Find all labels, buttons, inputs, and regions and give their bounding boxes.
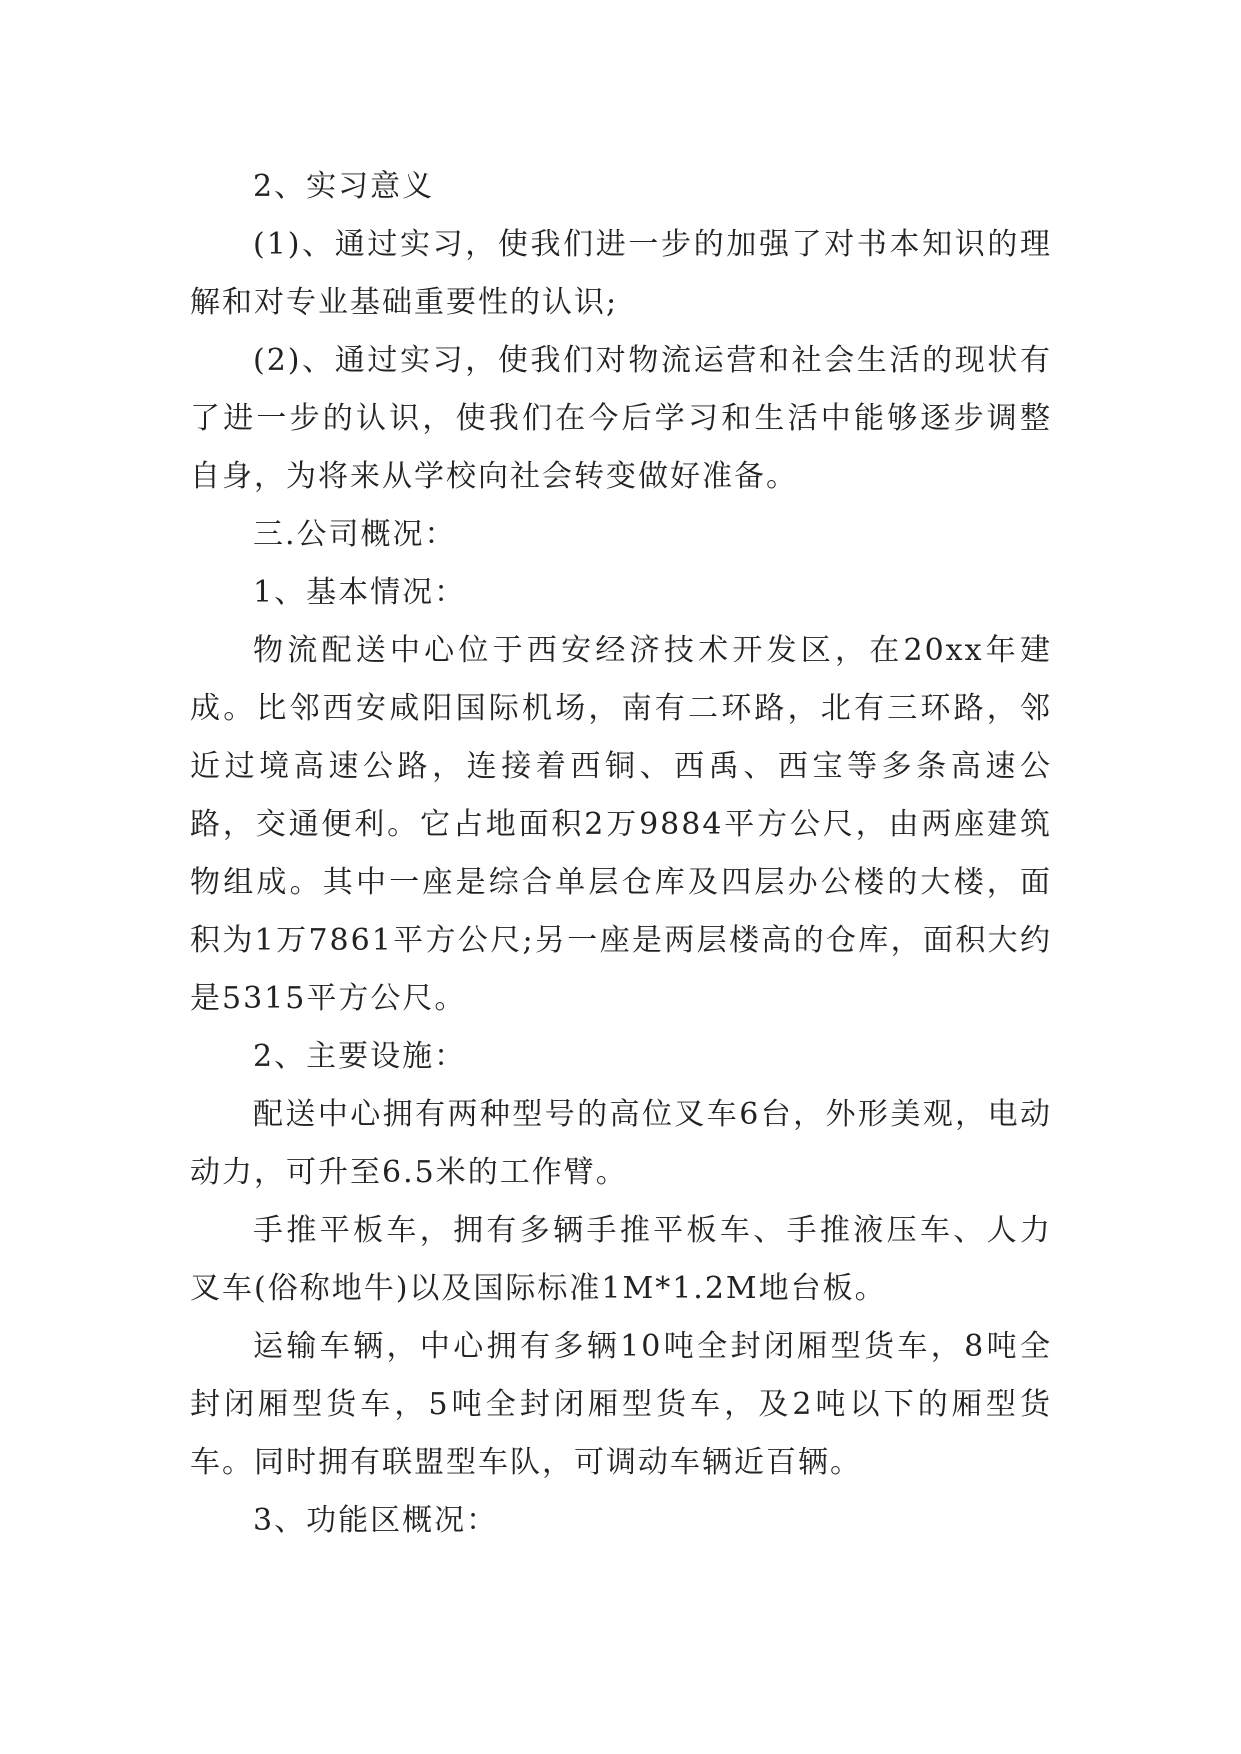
subheading-functional-areas: 3、功能区概况： — [253, 1503, 499, 1538]
paragraph-transport-vehicles: 运输车辆，中心拥有多辆10吨全封闭厢型货车，8吨全封闭厢型货车，5吨全封闭厢型货车，及2吨以下的厢型货车。同时拥有联盟型车队，可调动车辆近百辆。 — [190, 1329, 1052, 1480]
paragraph-significance-1: (1)、通过实习，使我们进一步的加强了对书本知识的理解和对专业基础重要性的认识; — [190, 227, 1052, 320]
subheading-main-facilities: 2、主要设施： — [253, 1039, 467, 1074]
paragraph-significance-2: (2)、通过实习，使我们对物流运营和社会生活的现状有了进一步的认识，使我们在今后学习和生活中能够逐步调整自身，为将来从学校向社会转变做好准备。 — [190, 343, 1052, 494]
paragraph-basic-info: 物流配送中心位于西安经济技术开发区，在20xx年建成。比邻西安咸阳国际机场，南有二环路，北有三环路，邻近过境高速公路，连接着西铜、西禹、西宝等多条高速公路，交通便利。它占地面积2万9884平方公尺，由两座建筑物组成。其中一座是综合单层仓库及四层办公楼的大楼，面积为1万7861平方公尺;另一座是两层楼高的仓库，面积大约是5315平方公尺。 — [190, 633, 1052, 1016]
paragraph-forklifts: 配送中心拥有两种型号的高位叉车6台，外形美观，电动动力，可升至6.5米的工作臂。 — [190, 1097, 1052, 1190]
section-heading-internship-significance: 2、实习意义 — [253, 169, 435, 204]
subheading-basic-info: 1、基本情况： — [253, 575, 467, 610]
document-body — [190, 158, 1052, 1550]
section-heading-company-overview: 三.公司概况： — [253, 517, 457, 552]
paragraph-hand-carts: 手推平板车，拥有多辆手推平板车、手推液压车、人力叉车(俗称地牛)以及国际标准1M*1.2M地台板。 — [190, 1213, 1052, 1306]
